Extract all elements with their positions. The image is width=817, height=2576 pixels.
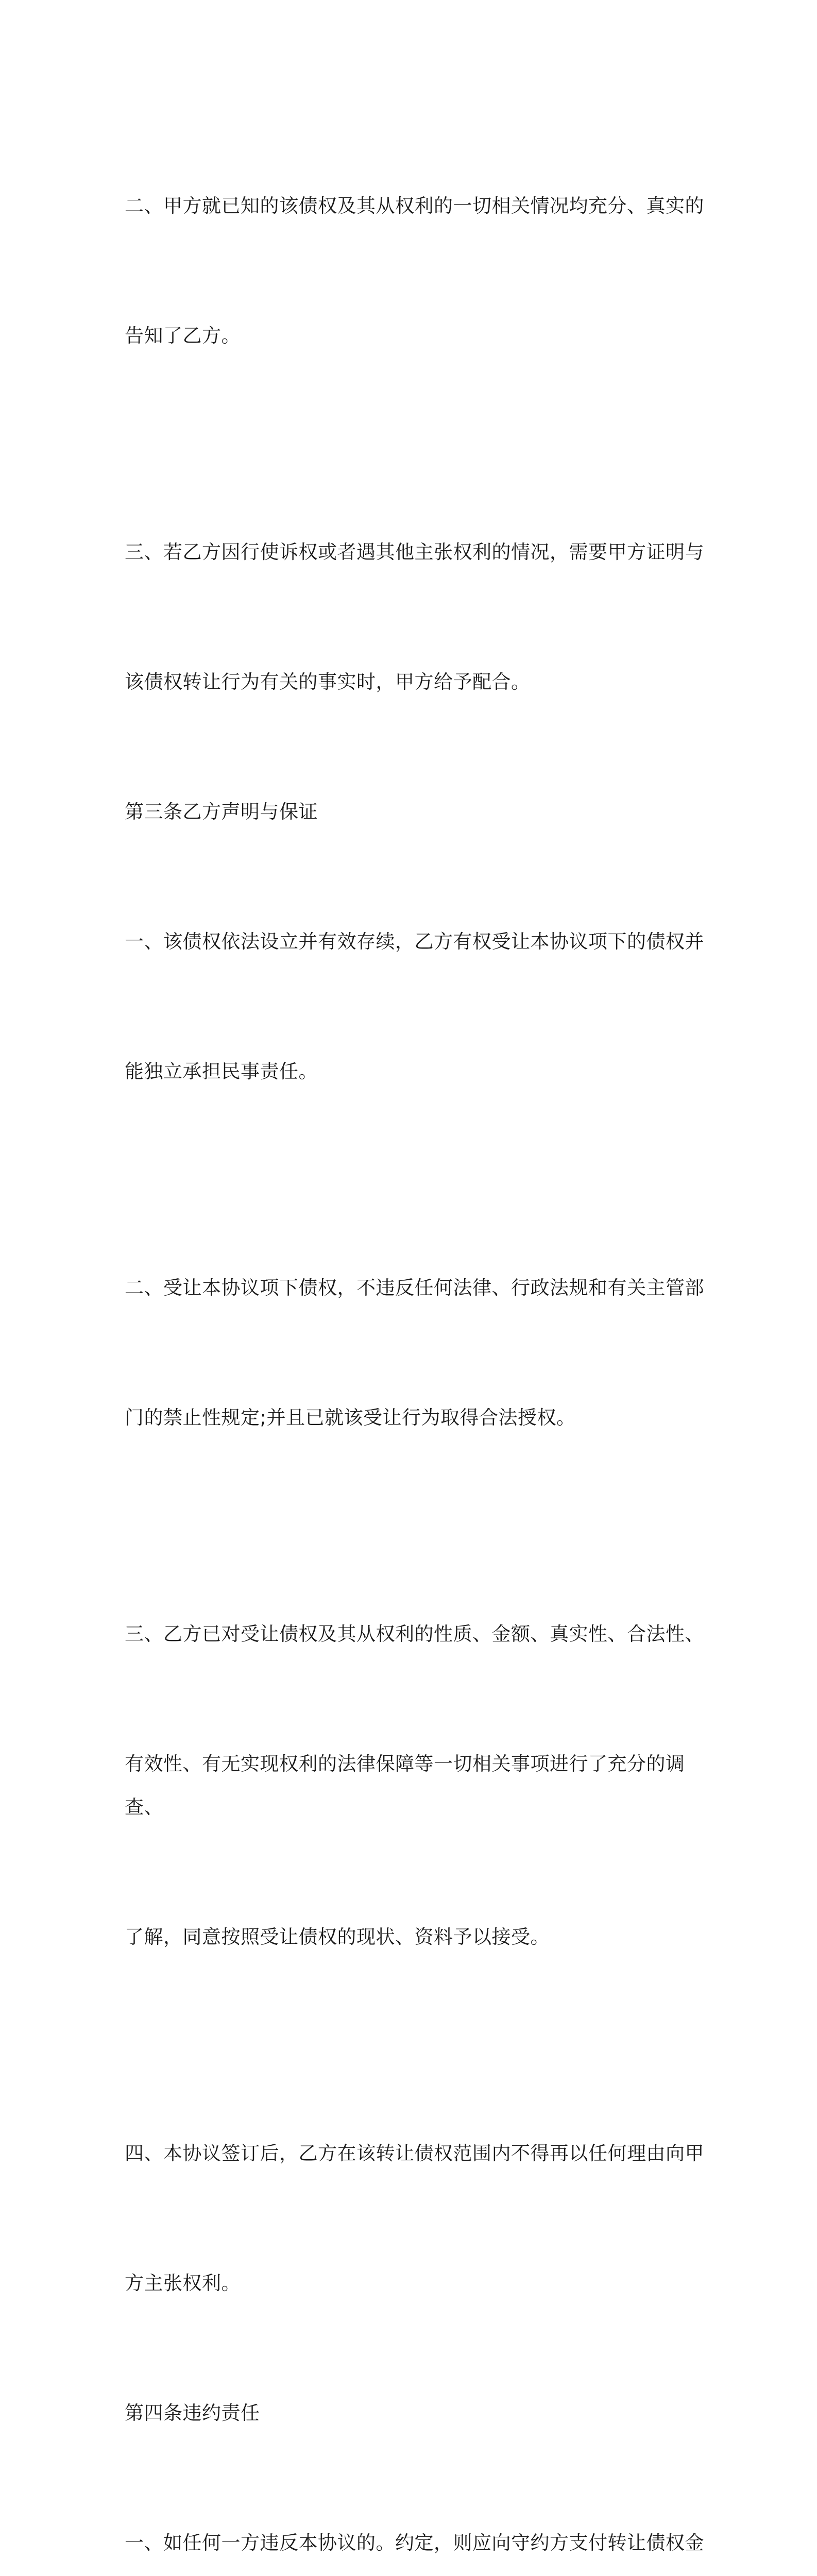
text-line: 三、若乙方因行使诉权或者遇其他主张权利的情况，需要甲方证明与	[125, 541, 704, 563]
paragraph-clause-3-1	[125, 834, 707, 1180]
paragraph-clause-3-4	[125, 2045, 707, 2392]
text-line: 一、该债权依法设立并有效存续，乙方有权受让本协议项下的债权并	[125, 930, 704, 953]
text-line: 三、乙方已对受让债权及其从权利的性质、金额、真实性、合法性、	[125, 1623, 704, 1645]
text-line: 了解，同意按照受让债权的现状、资料予以接受。	[125, 1926, 550, 1948]
text-line: 二、甲方就已知的该债权及其从权利的一切相关情况均充分、真实的	[125, 195, 704, 217]
text-line: 一、如任何一方违反本协议的。约定，则应向守约方支付转让债权金	[125, 2532, 704, 2554]
heading-text: 第三条乙方声明与保证	[125, 801, 318, 823]
paragraph-clause-3-3	[125, 1526, 707, 2045]
text-line: 能独立承担民事责任。	[125, 1060, 318, 1082]
text-line: 该债权转让行为有关的事实时，甲方给予配合。	[125, 671, 531, 693]
paragraph-clause-2-3	[125, 444, 707, 790]
paragraph-clause-4-1	[125, 2435, 707, 2576]
heading-text: 第四条违约责任	[125, 2402, 260, 2424]
paragraph-clause-2-2	[125, 98, 707, 444]
paragraph-clause-3-2	[125, 1180, 707, 1526]
text-line: 有效性、有无实现权利的法律保障等一切相关事项进行了充分的调查、	[125, 1753, 685, 1818]
section-heading-article-4	[125, 2392, 707, 2435]
document-body	[125, 98, 707, 2576]
text-line: 四、本协议签订后，乙方在该转让债权范围内不得再以任何理由向甲	[125, 2142, 704, 2164]
text-line: 告知了乙方。	[125, 325, 241, 347]
text-line: 门的禁止性规定;并且已就该受让行为取得合法授权。	[125, 1406, 576, 1429]
text-line: 方主张权利。	[125, 2272, 241, 2294]
text-line: 二、受让本协议项下债权，不违反任何法律、行政法规和有关主管部	[125, 1277, 704, 1299]
section-heading-article-3	[125, 790, 707, 834]
